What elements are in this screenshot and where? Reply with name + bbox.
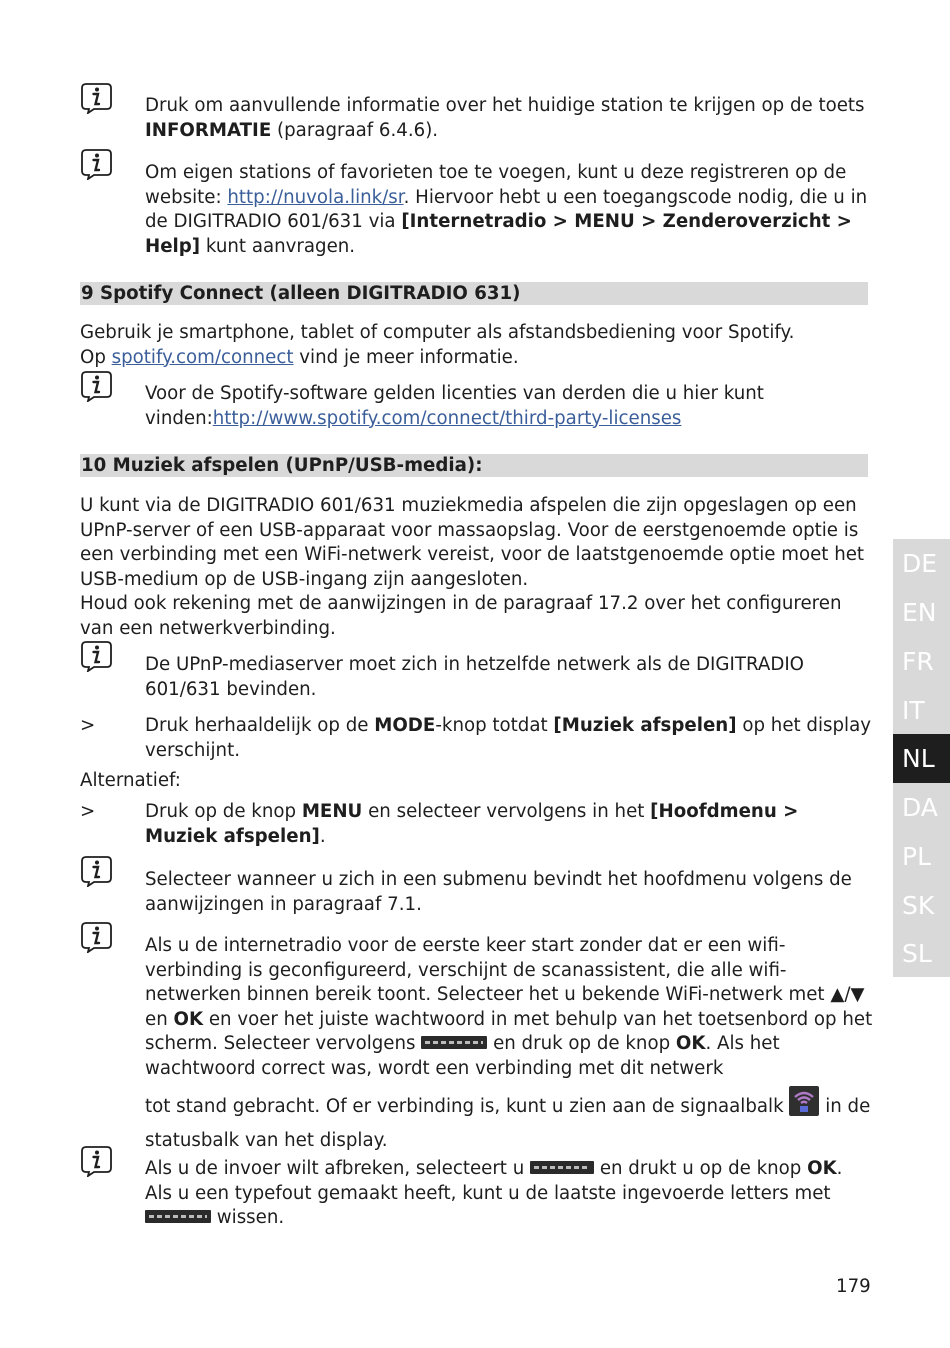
language-tab-nl[interactable]: NL: [893, 734, 950, 783]
step-marker: >: [80, 715, 96, 736]
page-number: 179: [836, 1276, 871, 1297]
ok-button-image: [421, 1036, 487, 1049]
language-tab-de[interactable]: DE: [902, 549, 938, 578]
step-marker: >: [80, 801, 96, 822]
note-spotify-licenses: Voor de Spotify-software gelden licenties van derden die u hier kunt vinden:http://www.spotify.com/connect/third-party-licenses: [145, 383, 764, 429]
language-tab-it[interactable]: IT: [902, 696, 925, 725]
info-icon: [80, 370, 113, 402]
note-wifi-setup: Als u de internetradio voor de eerste keer start zonder dat er een wifi-verbinding is geconfigureerd, verschijnt de scanassistent, die alle wifi-netwerken binnen bereik toont. Selecteer het u bekende WiFi-netwerk met ▲/▼ en OK en voer het juiste wachtwoord in met behulp van het toetsenbord op het scherm. Selecteer vervolgens en druk op de knop OK. Als het wachtwoord correct was, wordt een verbinding met dit netwerk: [145, 935, 873, 1079]
info-icon: [80, 921, 113, 953]
alternative-label: Alternatief:: [80, 770, 181, 791]
info-icon: [80, 1145, 113, 1177]
section-10-heading: 10 Muziek afspelen (UPnP/USB-media):: [80, 454, 868, 477]
info-icon: [80, 82, 113, 114]
language-tab-pl[interactable]: PL: [902, 842, 932, 871]
note-upnp-server: De UPnP-mediaserver moet zich in hetzelfde netwerk als de DIGITRADIO 601/631 bevinden.: [145, 654, 805, 700]
step-menu-button: Druk op de knop MENU en selecteer vervolgens in het [Hoofdmenu > Muziek afspelen].: [145, 801, 799, 847]
up-down-arrow-icon: ▲/▼: [830, 984, 865, 1005]
note-wifi-setup-continued: tot stand gebracht. Of er verbinding is, kunt u zien aan de signaalbalk in de statusbalk van het display.: [145, 1086, 875, 1158]
note-informatie: Druk om aanvullende informatie over het huidige station te krijgen op de toets INFORMATIE (paragraaf 6.4.6).: [145, 95, 865, 141]
section-9-paragraph: Gebruik je smartphone, tablet of computer als afstandsbediening voor Spotify. Op spotify.com/connect vind je meer informatie.: [80, 322, 795, 368]
nuvola-link[interactable]: http://nuvola.link/sr: [227, 186, 404, 208]
signal-bar-icon: [789, 1086, 819, 1116]
spotify-licenses-link[interactable]: http://www.spotify.com/connect/third-party-licenses: [212, 407, 682, 429]
info-icon: [80, 855, 113, 887]
spotify-connect-link[interactable]: spotify.com/connect: [111, 346, 294, 368]
backspace-button-image: [145, 1210, 211, 1223]
language-tab-fr[interactable]: FR: [902, 647, 934, 676]
info-icon: [80, 148, 113, 180]
note-own-stations: Om eigen stations of favorieten toe te voegen, kunt u deze registreren op de website: http://nuvola.link/sr. Hiervoor hebt u een toegangscode nodig, die u in de DIGITRADIO 601/631 via [Internetradio > MENU > Zenderoverzicht > Help] kunt aanvragen.: [145, 162, 868, 257]
note-cancel-backspace: Als u de invoer wilt afbreken, selecteert u en drukt u op de knop OK. Als u een typefout gemaakt heeft, kunt u de laatste ingevoerde letters met wissen.: [145, 1158, 843, 1228]
language-tab-sk[interactable]: SK: [902, 891, 935, 920]
language-tab-sl[interactable]: SL: [902, 939, 932, 968]
step-mode-button: Druk herhaaldelijk op de MODE-knop totdat [Muziek afspelen] op het display verschijnt.: [145, 715, 872, 761]
language-tab-en[interactable]: EN: [902, 598, 937, 627]
cancel-button-image: [530, 1161, 594, 1174]
section-10-intro: U kunt via de DIGITRADIO 601/631 muziekmedia afspelen die zijn opgeslagen op een UPnP-server of een USB-apparaat voor massaopslag. Voor de eerstgenoemde optie is een verbinding met een WiFi-netwerk vereist, voor de laatstgenoemde optie moet het USB-medium op de USB-ingang zijn aangesloten. Houd ook rekening met de aanwijzingen in de paragraaf 17.2 over het configureren van een netwerkverbinding.: [80, 495, 865, 639]
section-9-heading: 9 Spotify Connect (alleen DIGITRADIO 631): [80, 282, 868, 305]
info-icon: [80, 640, 113, 672]
language-tab-da[interactable]: DA: [902, 793, 938, 822]
note-submenu: Selecteer wanneer u zich in een submenu bevindt het hoofdmenu volgens de aanwijzingen in paragraaf 7.1.: [145, 869, 852, 915]
